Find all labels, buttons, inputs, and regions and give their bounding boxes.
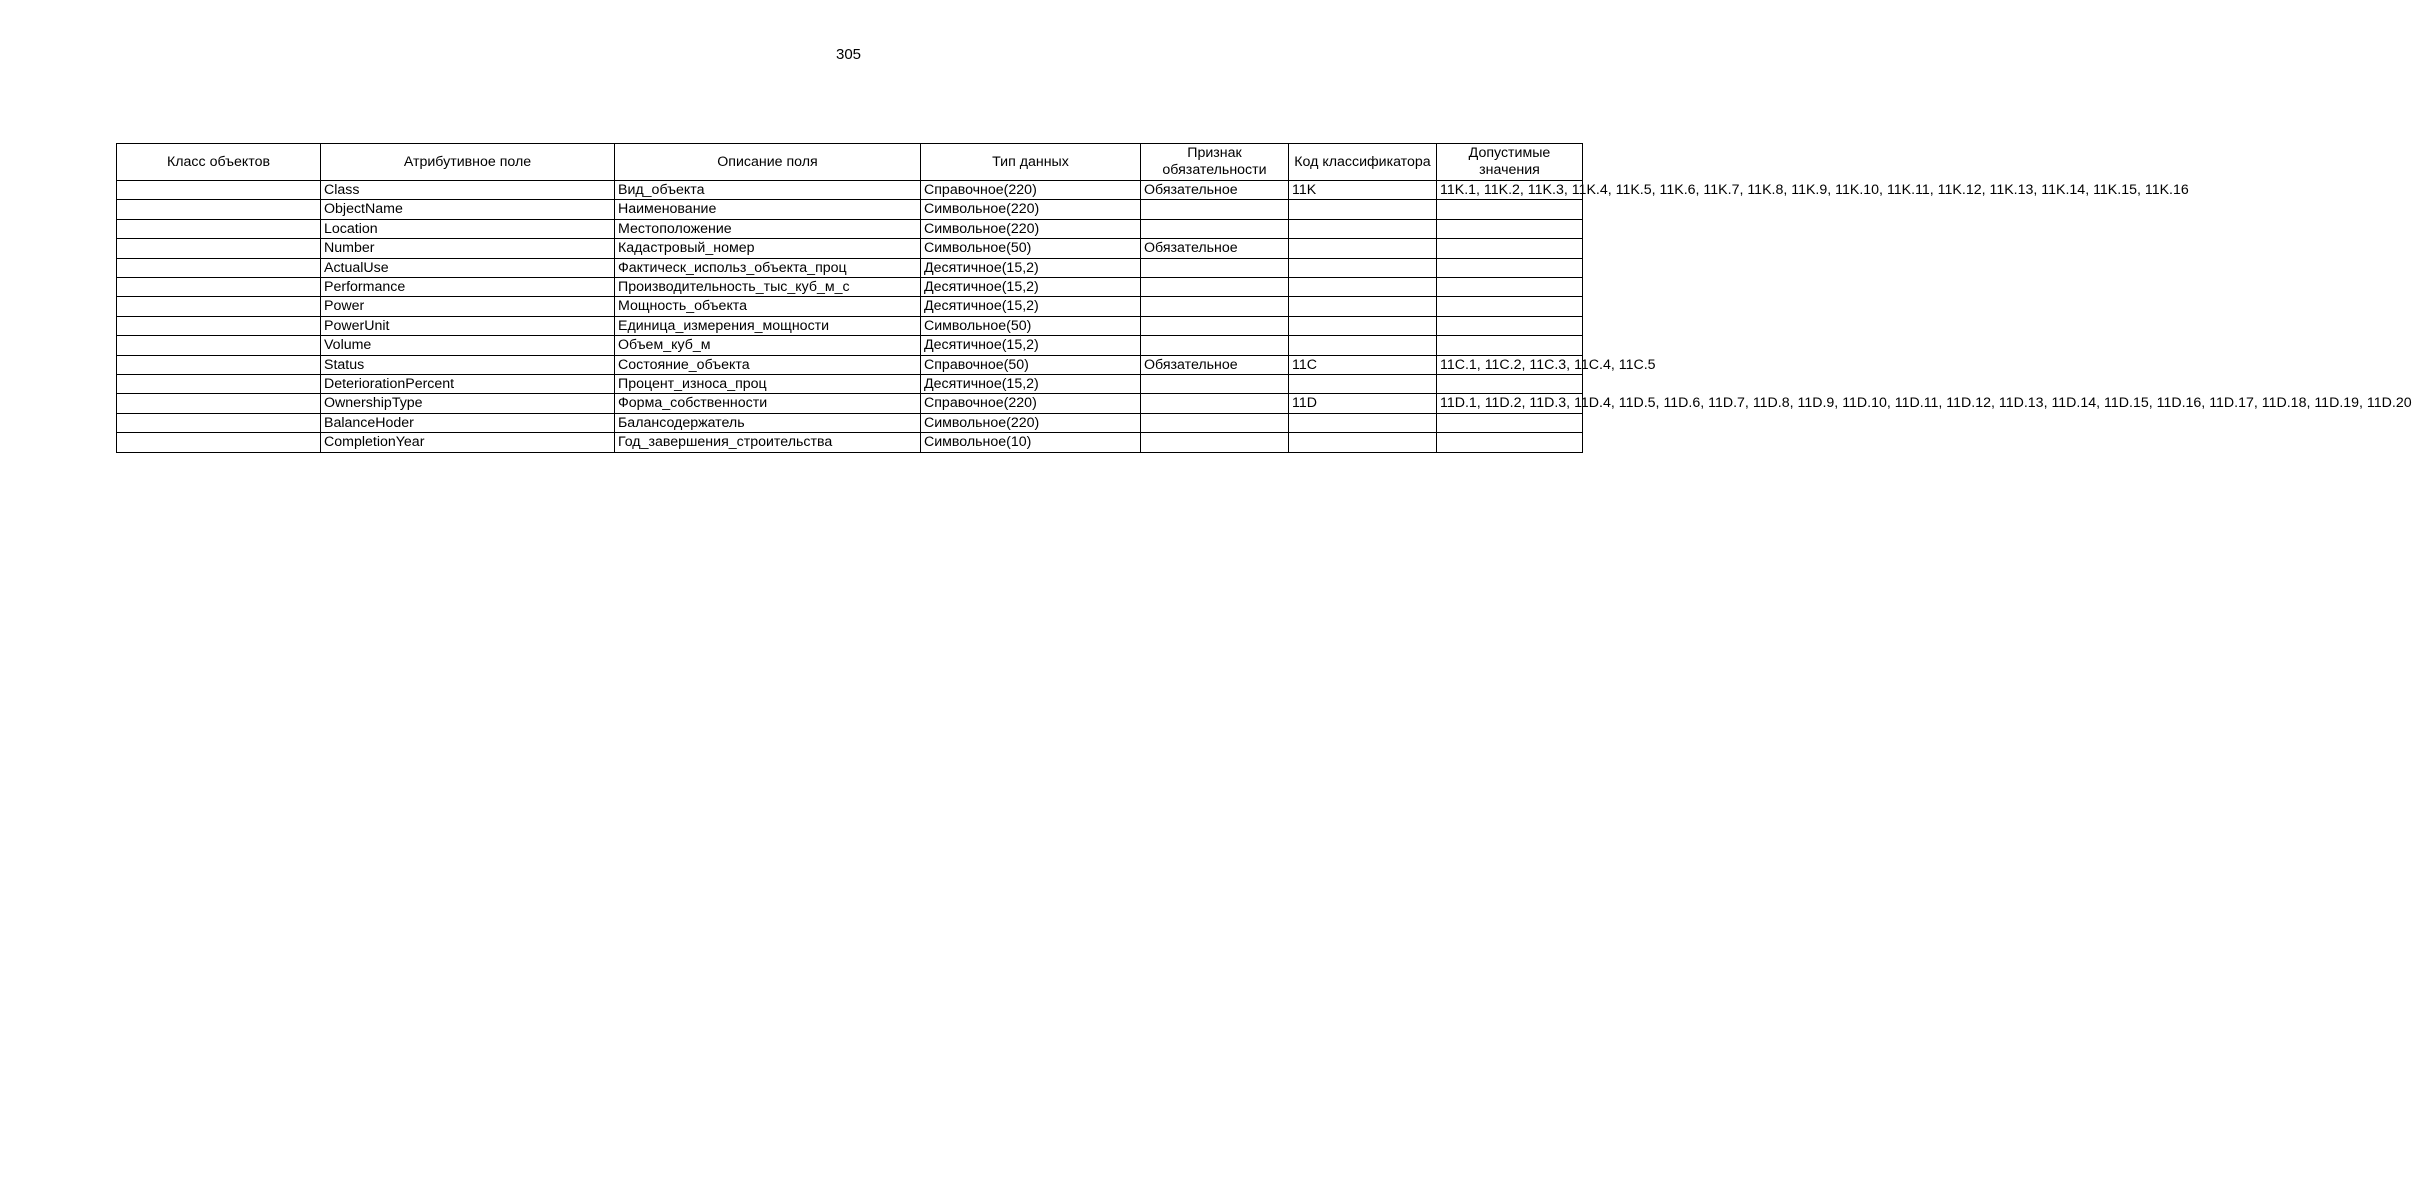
field-description-cell: Кадастровый_номер bbox=[615, 239, 921, 258]
table-row bbox=[117, 355, 1583, 374]
data-type-cell: Справочное(220) bbox=[921, 394, 1141, 413]
object-class-cell bbox=[117, 297, 321, 316]
table-row bbox=[117, 336, 1583, 355]
object-class-cell bbox=[117, 433, 321, 452]
mandatory-flag-cell bbox=[1141, 413, 1289, 432]
table-header-row bbox=[117, 144, 1583, 181]
classifier-code-cell bbox=[1289, 336, 1437, 355]
mandatory-flag-cell bbox=[1141, 336, 1289, 355]
data-type-cell: Символьное(50) bbox=[921, 316, 1141, 335]
allowed-values-cell bbox=[1437, 413, 1583, 432]
allowed-values-cell bbox=[1437, 200, 1583, 219]
attribute-field-cell: Location bbox=[321, 219, 615, 238]
table-body bbox=[117, 181, 2412, 453]
object-class-cell bbox=[117, 336, 321, 355]
attribute-field-cell: Number bbox=[321, 239, 615, 258]
data-type-cell: Десятичное(15,2) bbox=[921, 375, 1141, 394]
classifier-code-cell bbox=[1289, 278, 1437, 297]
data-type-cell: Справочное(220) bbox=[921, 181, 1141, 200]
attribute-field-cell: Volume bbox=[321, 336, 615, 355]
data-type-cell: Символьное(220) bbox=[921, 413, 1141, 432]
data-type-cell: Десятичное(15,2) bbox=[921, 297, 1141, 316]
object-class-cell bbox=[117, 413, 321, 432]
allowed-values-cell: 11D.1, 11D.2, 11D.3, 11D.4, 11D.5, 11D.6, 11D.7, 11D.8, 11D.9, 11D.10, 11D.11, 11D.12, 11D.13, 11D.14, 11D.15, 11D.16, 11D.17, 11D.18, 11D.19, 11D.20 bbox=[1437, 394, 1583, 413]
data-type-cell: Символьное(220) bbox=[921, 219, 1141, 238]
header-attribute-field: Атрибутивное поле bbox=[321, 144, 615, 181]
allowed-values-cell bbox=[1437, 336, 1583, 355]
classifier-code-cell bbox=[1289, 239, 1437, 258]
classifier-code-cell bbox=[1289, 433, 1437, 452]
field-description-cell: Мощность_объекта bbox=[615, 297, 921, 316]
mandatory-flag-cell bbox=[1141, 375, 1289, 394]
attribute-field-cell: Performance bbox=[321, 278, 615, 297]
object-class-cell bbox=[117, 219, 321, 238]
field-description-cell: Производительность_тыс_куб_м_с bbox=[615, 278, 921, 297]
header-field-description: Описание поля bbox=[615, 144, 921, 181]
attribute-field-cell: OwnershipType bbox=[321, 394, 615, 413]
data-type-cell: Десятичное(15,2) bbox=[921, 278, 1141, 297]
classifier-code-cell bbox=[1289, 219, 1437, 238]
field-description-cell: Балансодержатель bbox=[615, 413, 921, 432]
attribute-field-cell: PowerUnit bbox=[321, 316, 615, 335]
attribute-field-cell: Power bbox=[321, 297, 615, 316]
header-classifier-code: Код классификатора bbox=[1289, 144, 1437, 181]
mandatory-flag-cell: Обязательное bbox=[1141, 181, 1289, 200]
mandatory-flag-cell bbox=[1141, 394, 1289, 413]
header-mandatory-flag: Признак обязательности bbox=[1141, 144, 1289, 181]
classifier-code-cell bbox=[1289, 200, 1437, 219]
table-row bbox=[117, 278, 1583, 297]
mandatory-flag-cell bbox=[1141, 316, 1289, 335]
table-row bbox=[117, 394, 1583, 413]
table-row bbox=[117, 297, 1583, 316]
classifier-code-cell bbox=[1289, 258, 1437, 277]
data-type-cell: Символьное(50) bbox=[921, 239, 1141, 258]
data-type-cell: Десятичное(15,2) bbox=[921, 336, 1141, 355]
classifier-code-cell bbox=[1289, 413, 1437, 432]
allowed-values-cell bbox=[1437, 258, 1583, 277]
field-description-cell: Местоположение bbox=[615, 219, 921, 238]
attribute-field-cell: ObjectName bbox=[321, 200, 615, 219]
header-data-type: Тип данных bbox=[921, 144, 1141, 181]
mandatory-flag-cell bbox=[1141, 219, 1289, 238]
table-row bbox=[117, 239, 1583, 258]
field-description-cell: Единица_измерения_мощности bbox=[615, 316, 921, 335]
attribute-field-cell: DeteriorationPercent bbox=[321, 375, 615, 394]
classifier-code-cell bbox=[1289, 375, 1437, 394]
mandatory-flag-cell bbox=[1141, 433, 1289, 452]
object-class-cell bbox=[117, 316, 321, 335]
table-row bbox=[117, 258, 1583, 277]
allowed-values-cell bbox=[1437, 239, 1583, 258]
classifier-code-cell bbox=[1289, 316, 1437, 335]
allowed-values-cell bbox=[1437, 278, 1583, 297]
allowed-values-cell bbox=[1437, 375, 1583, 394]
mandatory-flag-cell bbox=[1141, 297, 1289, 316]
allowed-values-cell bbox=[1437, 219, 1583, 238]
object-class-cell bbox=[117, 375, 321, 394]
allowed-values-cell bbox=[1437, 433, 1583, 452]
attribute-field-cell: CompletionYear bbox=[321, 433, 615, 452]
object-class-cell bbox=[117, 355, 321, 374]
data-type-cell: Символьное(220) bbox=[921, 200, 1141, 219]
field-description-cell: Вид_объекта bbox=[615, 181, 921, 200]
data-type-cell: Справочное(50) bbox=[921, 355, 1141, 374]
data-type-cell: Десятичное(15,2) bbox=[921, 258, 1141, 277]
attribute-table bbox=[116, 143, 2412, 453]
allowed-values-cell: 11C.1, 11C.2, 11C.3, 11C.4, 11C.5 bbox=[1437, 355, 1583, 374]
allowed-values-cell bbox=[1437, 297, 1583, 316]
table-row bbox=[117, 433, 1583, 452]
attribute-field-cell: ActualUse bbox=[321, 258, 615, 277]
attribute-field-cell: Class bbox=[321, 181, 615, 200]
field-description-cell: Состояние_объекта bbox=[615, 355, 921, 374]
table-row bbox=[117, 413, 1583, 432]
classifier-code-cell: 11D bbox=[1289, 394, 1437, 413]
attribute-field-cell: Status bbox=[321, 355, 615, 374]
allowed-values-cell bbox=[1437, 316, 1583, 335]
field-description-cell: Год_завершения_строительства bbox=[615, 433, 921, 452]
object-class-cell bbox=[117, 200, 321, 219]
object-class-cell bbox=[117, 258, 321, 277]
table-row bbox=[117, 316, 1583, 335]
allowed-values-cell: 11K.1, 11K.2, 11K.3, 11K.4, 11K.5, 11K.6, 11K.7, 11K.8, 11K.9, 11K.10, 11K.11, 11K.12, 11K.13, 11K.14, 11K.15, 11K.16 bbox=[1437, 181, 1583, 200]
object-class-cell bbox=[117, 239, 321, 258]
mandatory-flag-cell bbox=[1141, 200, 1289, 219]
field-description-cell: Процент_износа_проц bbox=[615, 375, 921, 394]
classifier-code-cell bbox=[1289, 297, 1437, 316]
object-class-cell bbox=[117, 181, 321, 200]
table-row bbox=[117, 375, 1583, 394]
mandatory-flag-cell bbox=[1141, 278, 1289, 297]
table-row bbox=[117, 200, 1583, 219]
field-description-cell: Форма_собственности bbox=[615, 394, 921, 413]
field-description-cell: Фактическ_использ_объекта_проц bbox=[615, 258, 921, 277]
object-class-cell bbox=[117, 394, 321, 413]
mandatory-flag-cell: Обязательное bbox=[1141, 239, 1289, 258]
field-description-cell: Объем_куб_м bbox=[615, 336, 921, 355]
classifier-code-cell: 11C bbox=[1289, 355, 1437, 374]
data-type-cell: Символьное(10) bbox=[921, 433, 1141, 452]
header-allowed-values: Допустимые значения bbox=[1437, 144, 1583, 181]
mandatory-flag-cell: Обязательное bbox=[1141, 355, 1289, 374]
classifier-code-cell: 11K bbox=[1289, 181, 1437, 200]
page-number: 305 bbox=[835, 46, 862, 63]
field-description-cell: Наименование bbox=[615, 200, 921, 219]
table-row bbox=[117, 219, 1583, 238]
attribute-field-cell: BalanceHoder bbox=[321, 413, 615, 432]
table-row bbox=[117, 181, 1583, 200]
object-class-cell bbox=[117, 278, 321, 297]
header-object-class: Класс объектов bbox=[117, 144, 321, 181]
mandatory-flag-cell bbox=[1141, 258, 1289, 277]
